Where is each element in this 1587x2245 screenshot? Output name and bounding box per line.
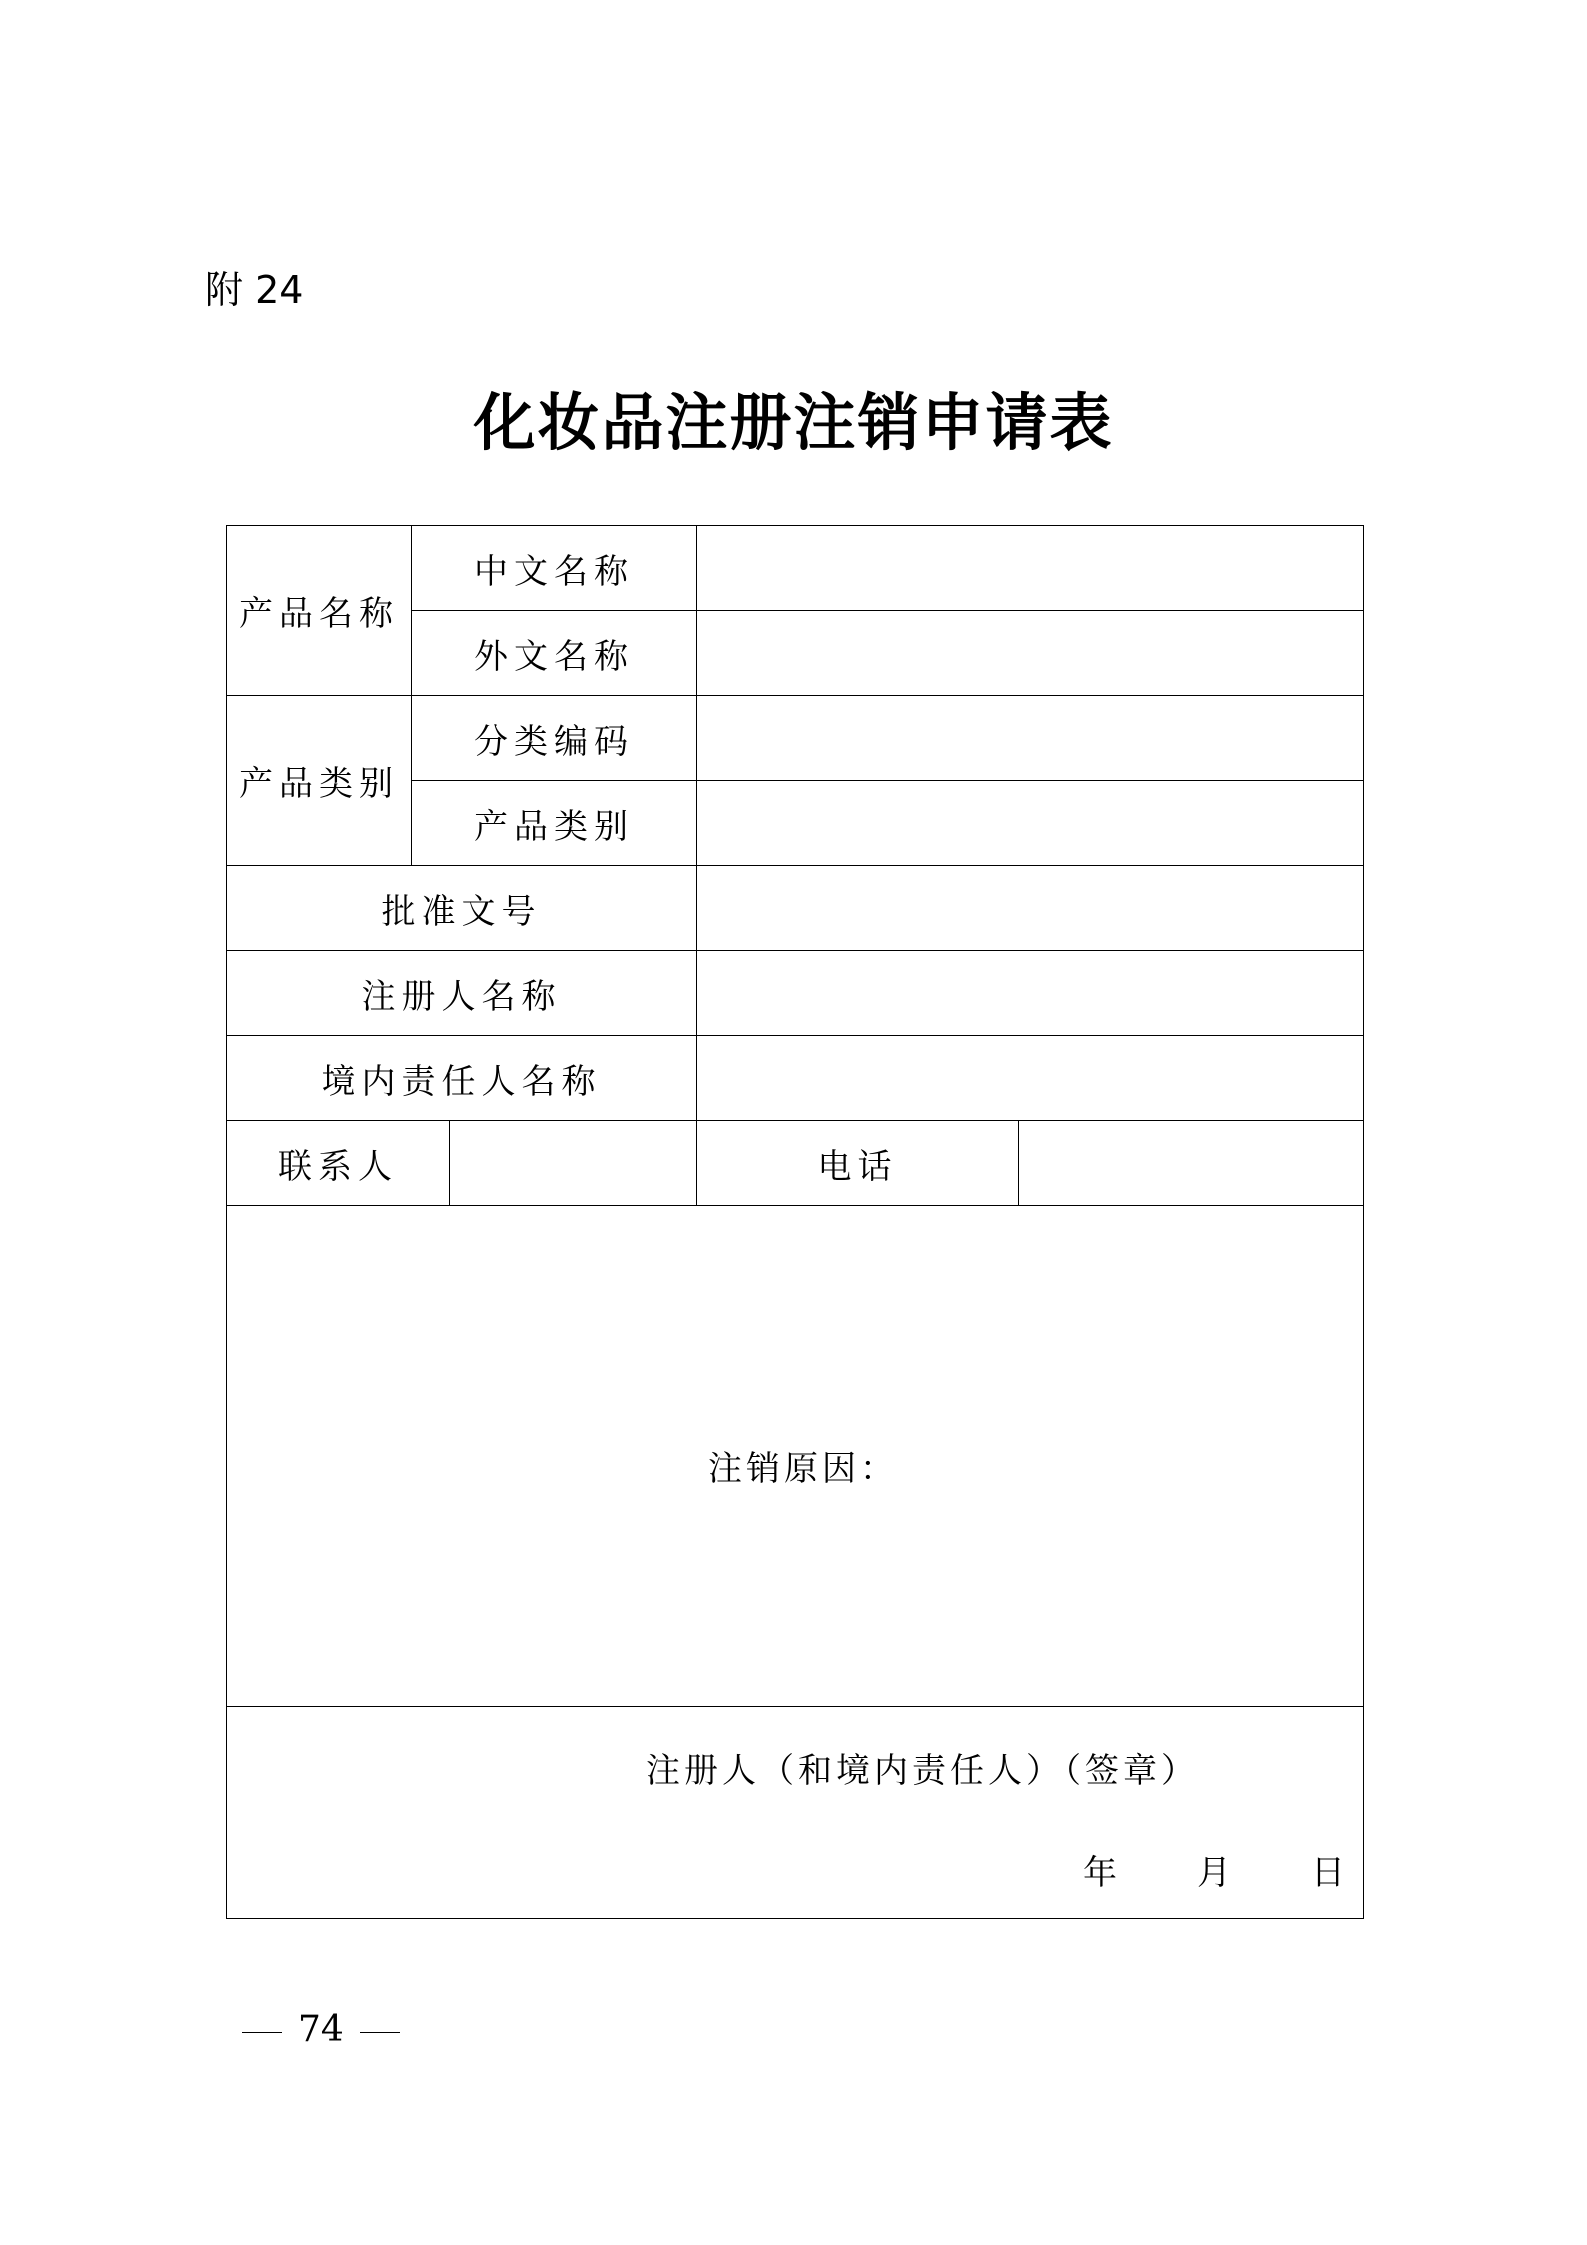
product-name-label: 产品名称 [227,526,412,696]
approval-number-label: 批准文号 [227,866,697,951]
cancellation-reason-field[interactable] [227,1206,1364,1707]
product-category-sub-label: 产品类别 [412,781,697,866]
contact-row [227,1121,1364,1206]
contact-label: 联系人 [227,1121,450,1206]
approval-number-row [227,866,1364,951]
date-line [1083,1845,1345,1894]
page-dash-right [360,2032,400,2033]
phone-field[interactable] [1019,1121,1364,1206]
registrant-name-label: 注册人名称 [227,951,697,1036]
cancellation-form-table [226,525,1364,1919]
product-category-label: 产品类别 [227,696,412,866]
page-dash-left [242,2032,282,2033]
date-day-label: 日 [1311,1853,1345,1893]
form-title: 化妆品注册注销申请表 [473,386,1114,459]
signature-area[interactable] [227,1707,1364,1919]
chinese-name-label: 中文名称 [412,526,697,611]
domestic-agent-field[interactable] [697,1036,1364,1121]
domestic-agent-label: 境内责任人名称 [227,1036,697,1121]
page-footer [242,2008,400,2052]
page-number: 74 [298,2009,344,2050]
signature-row [227,1707,1364,1919]
chinese-name-row [227,526,1364,611]
category-code-label: 分类编码 [412,696,697,781]
cancellation-reason-label: 注销原因： [708,1448,898,1489]
cancellation-reason-row [227,1206,1364,1707]
category-code-row [227,696,1364,781]
registrant-name-row [227,951,1364,1036]
foreign-name-label: 外文名称 [412,611,697,696]
foreign-name-field[interactable] [697,611,1364,696]
date-month-label: 月 [1197,1853,1231,1893]
contact-field[interactable] [450,1121,697,1206]
registrant-name-field[interactable] [697,951,1364,1036]
phone-label: 电话 [697,1121,1019,1206]
category-code-field[interactable] [697,696,1364,781]
date-year-label: 年 [1083,1853,1117,1893]
domestic-agent-row [227,1036,1364,1121]
chinese-name-field[interactable] [697,526,1364,611]
approval-number-field[interactable] [697,866,1364,951]
signature-label: 注册人（和境内责任人）（签章） [646,1751,1199,1791]
product-category-field[interactable] [697,781,1364,866]
attachment-label: 附 24 [205,268,304,312]
